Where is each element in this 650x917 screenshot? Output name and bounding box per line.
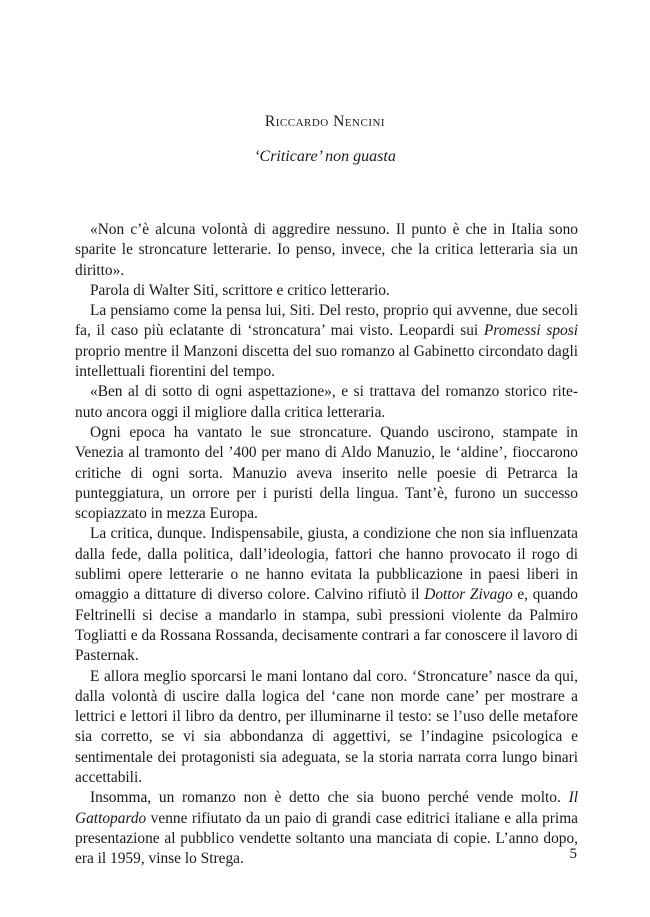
text-run: «Non c’è alcuna volontà di aggredire nessuno. Il punto è che in Italia sono sparite le stroncature letterarie. Io penso, invece, che la critica letteraria sia un diritto». xyxy=(75,221,578,279)
text-run: «Ben al di sotto di ogni aspettazione», e si trattava del romanzo storico ritenuto ancora oggi il migliore dalla critica letteraria. xyxy=(75,383,578,421)
book-title-italic: Dottor Zivago xyxy=(424,586,513,604)
book-title-italic: Promessi sposi xyxy=(483,322,578,340)
text-run: E allora meglio sporcarsi le mani lontano dal coro. ‘Stroncature’ nasce da qui, dalla volontà di uscire dalla logica del ‘cane non morde cane’ per mostrare a lettrici e lettori il libro da dentro, per illuminarne il testo: se l’uso delle metafore sia corretto, se vi sia abbondanza di aggettivi, se l’indagine psicologica e sentimentale dei protagonisti sia adeguata, se la storia narrata corra lungo binari accettabili. xyxy=(75,667,578,787)
text-run: e, quando Feltrinelli si decise a mandarlo in stampa, subì pressioni violente da Palmiro Togliatti e da Rossana Rossanda, decisamente contrari a far conoscere il lavoro di Pasternak. xyxy=(75,586,578,665)
book-title-italic: Il Gattopardo xyxy=(75,789,578,827)
paragraph xyxy=(75,524,578,666)
page-number: 5 xyxy=(569,846,577,862)
text-run: venne rifiutato da un paio di grandi case editrici italiane e alla prima presentazione al pubblico vendette soltanto una manciata di copie. L’anno dopo, era il 1959, vinse lo Strega. xyxy=(75,809,578,868)
text-run: Parola di Walter Siti, scrittore e critico letterario. xyxy=(90,281,390,299)
paragraph xyxy=(75,301,578,382)
text-run: proprio mentre il Manzoni discetta del suo romanzo al Gabinetto circondato dagli intellettuali fiorentini del tempo. xyxy=(75,342,578,381)
text-run: Ogni epoca ha vantato le sue stroncature. Quando uscirono, stampate in Venezia al tramonto del ’400 per mano di Aldo Manuzio, le ‘aldine’, fioccarono critiche di ogni sorta. Manuzio aveva inserito nelle poesie di Petrarca la punteggiatura, un orrore per i puristi della lingua. Tant’è, furono un successo scopiazzato in mezza Europa. xyxy=(75,423,578,523)
text-run: La pensiamo come la pensa lui, Siti. Del resto, proprio qui avvenne, due secoli fa, il caso più eclatante di ‘stroncatura’ mai visto. Leopardi sui xyxy=(75,302,578,340)
text-run: Insomma, un romanzo non è detto che sia buono perché vende molto. xyxy=(90,789,569,807)
paragraph xyxy=(75,788,578,869)
body-text xyxy=(75,220,578,870)
paragraph xyxy=(75,220,578,281)
paragraph xyxy=(75,382,578,423)
paragraph xyxy=(75,667,578,789)
paragraph xyxy=(75,423,578,524)
author-name: Riccardo Nencini xyxy=(264,113,386,130)
text-run: La critica, dunque. Indispensabile, giusta, a condizione che non sia influenzata dalla fede, dalla politica, dall’ideologia, fattori che hanno provocato il rogo di sublimi opere letterarie o ne hanno evitata la pubblicazione in paesi liberi in omaggio a dittature di diverso colore. Calvino rifiutò il xyxy=(75,525,578,604)
chapter-title: ‘Criticare’ non guasta xyxy=(254,148,396,165)
paragraph xyxy=(75,281,578,301)
